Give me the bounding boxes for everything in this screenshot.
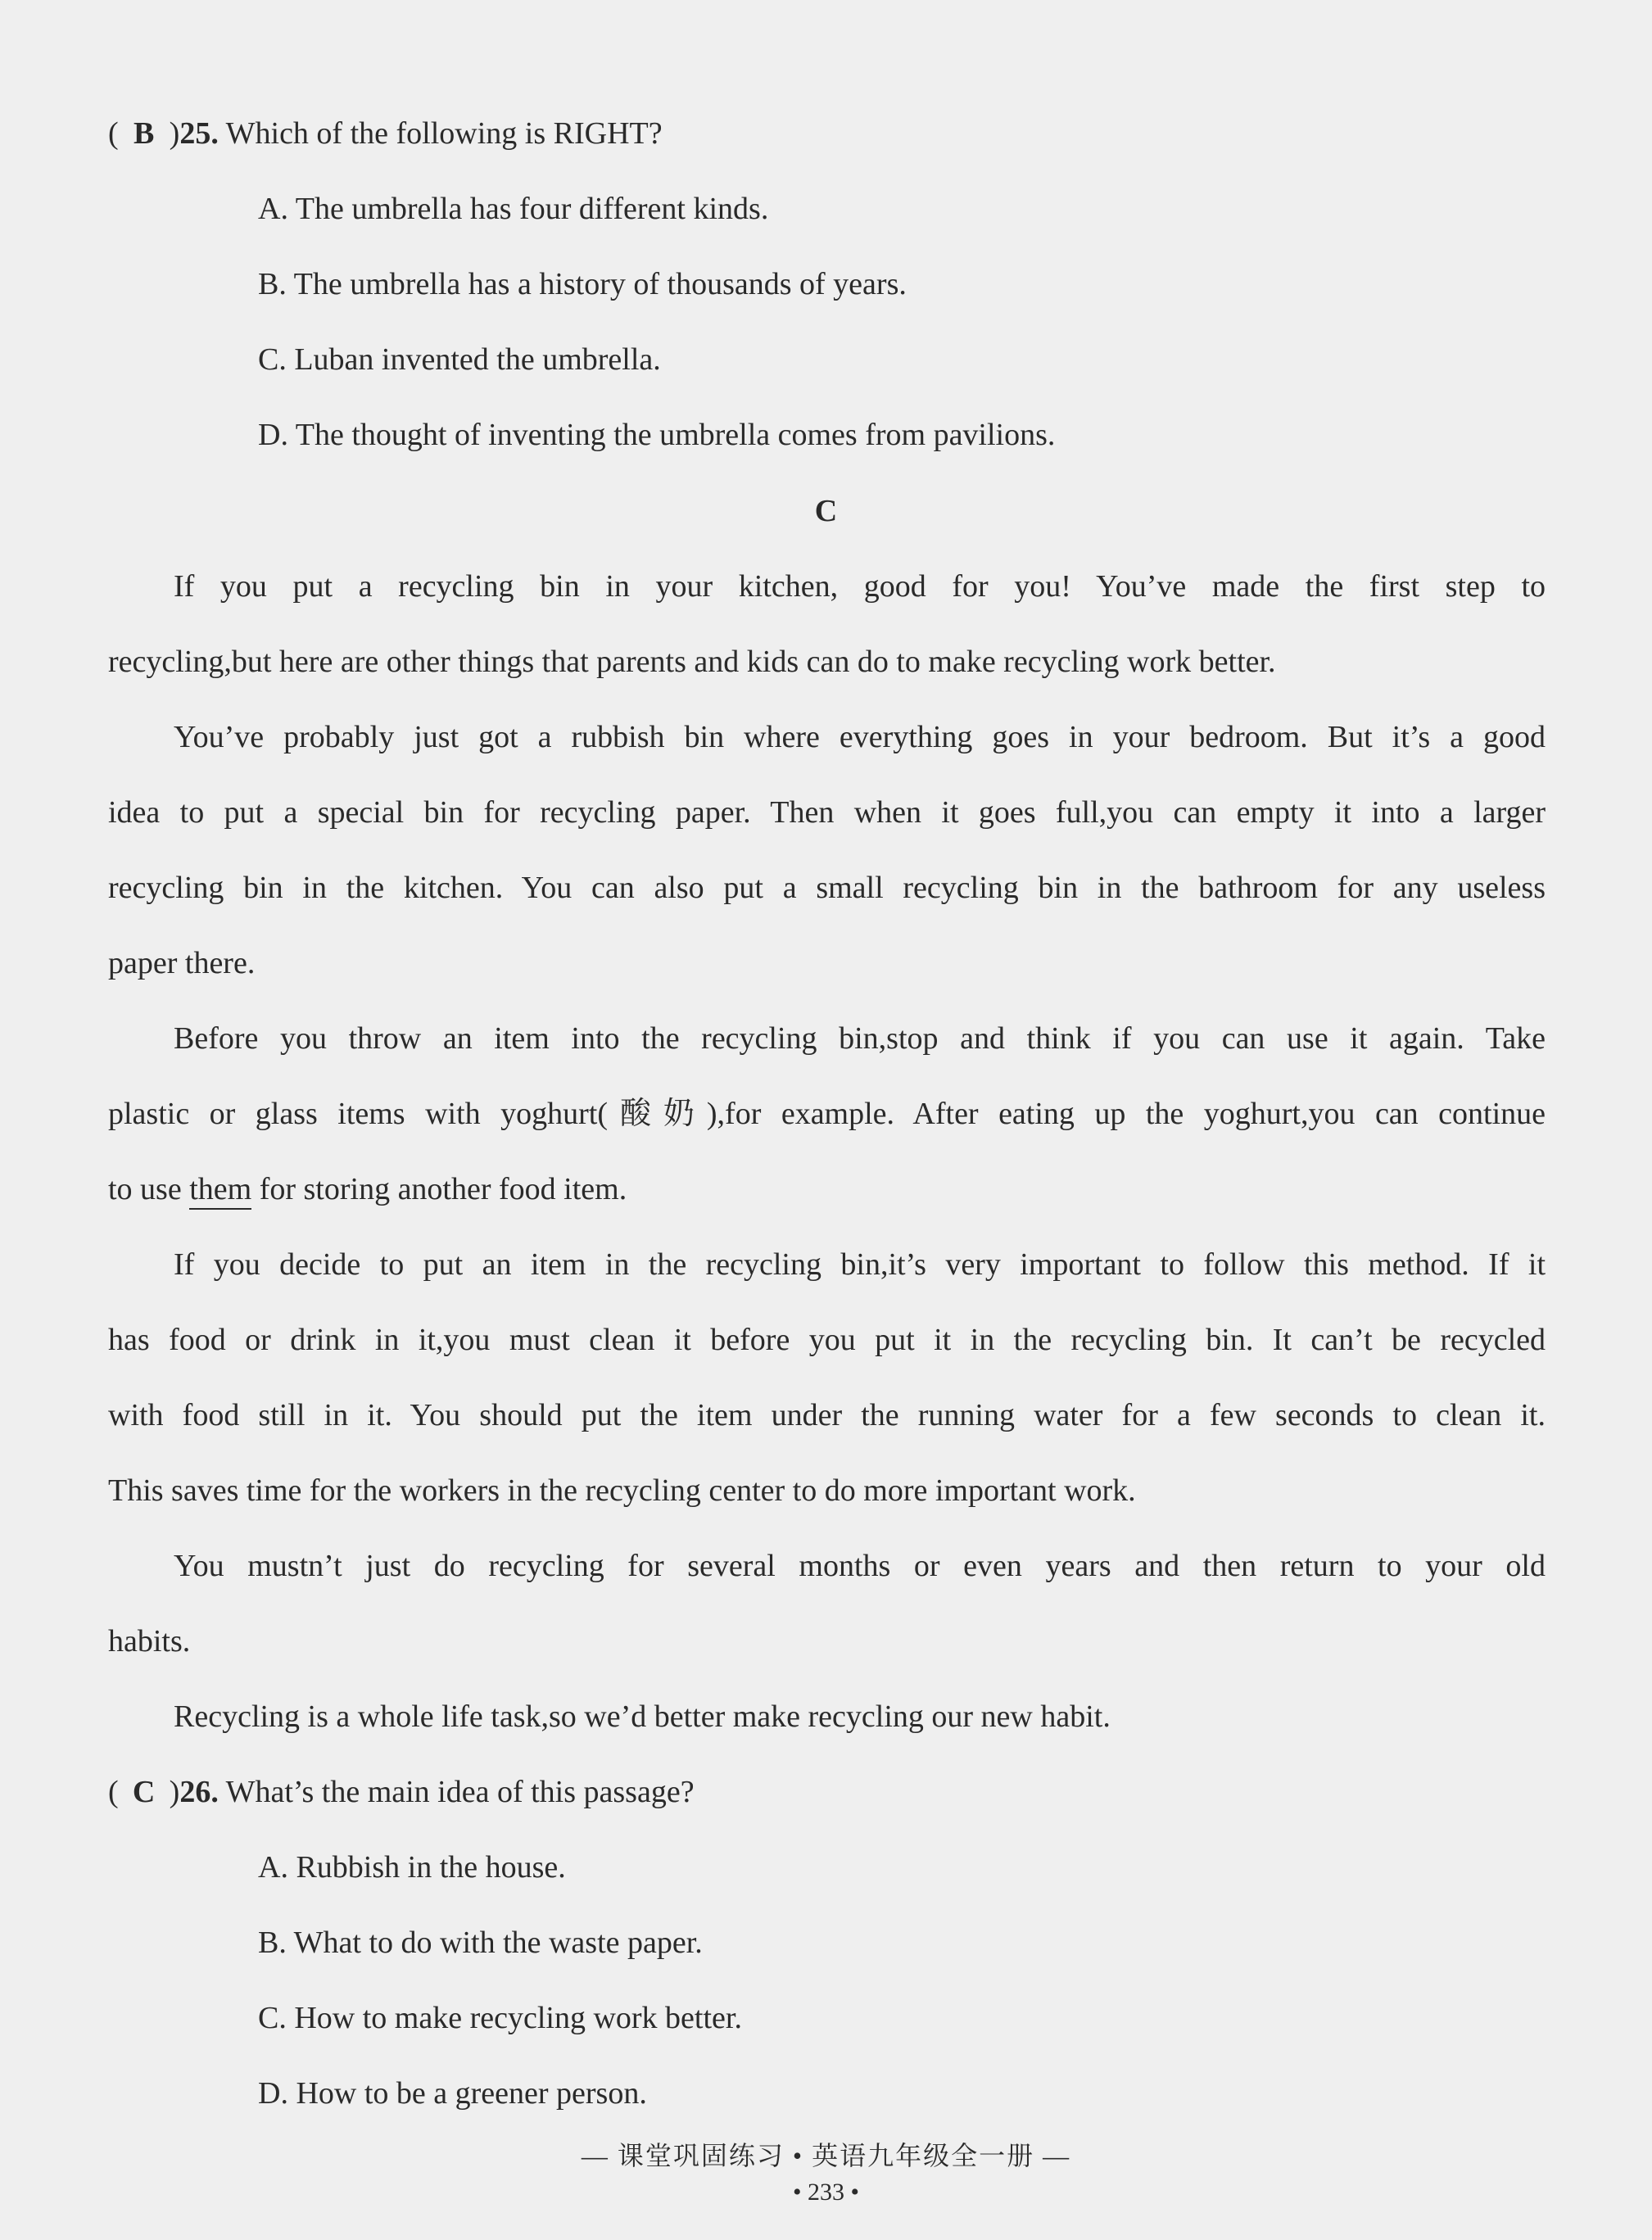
option-25-b: B. The umbrella has a history of thousands of years. — [258, 267, 907, 301]
section-title: C — [814, 494, 838, 528]
paragraph-5-line-2: habits. — [108, 1624, 191, 1659]
question-text-25: Which of the following is RIGHT? — [225, 116, 663, 151]
paragraph-4-line-3: with food still in it. You should put the item under the running water for a few seconds to clean it. — [108, 1398, 1546, 1432]
option-25-a: A. The umbrella has four different kinds. — [258, 192, 769, 226]
paragraph-2-line-4: paper there. — [108, 946, 256, 980]
paragraph-1-line-2: recycling,but here are other things that parents and kids can do to make recycling work better. — [108, 645, 1276, 679]
paragraph-2-line-3: recycling bin in the kitchen. You can also put a small recycling bin in the bathroom for any useless — [108, 871, 1546, 905]
question-number-26: 26. — [179, 1775, 219, 1809]
option-26-d: D. How to be a greener person. — [258, 2076, 647, 2111]
question-text-26: What’s the main idea of this passage? — [225, 1775, 695, 1809]
open-paren: ( — [108, 116, 119, 151]
option-25-d: D. The thought of inventing the umbrella comes from pavilions. — [258, 418, 1056, 452]
option-26-b: B. What to do with the waste paper. — [258, 1925, 703, 1960]
paragraph-6-line-1: Recycling is a whole life task,so we’d better make recycling our new habit. — [174, 1699, 1111, 1734]
footer-title: — 课堂巩固练习 • 英语九年级全一册 — — [581, 2141, 1071, 2170]
open-paren: ( — [108, 1775, 119, 1809]
paragraph-5-line-1: You mustn’t just do recycling for several months or even years and then return to your old — [174, 1549, 1546, 1583]
paragraph-4-line-1: If you decide to put an item in the recycling bin,it’s very important to follow this method. If it — [174, 1247, 1546, 1282]
close-paren: ) — [169, 1775, 180, 1809]
option-26-c: C. How to make recycling work better. — [258, 2001, 742, 2035]
question-26 — [108, 1773, 695, 1811]
page-number: • 233 • — [792, 2179, 859, 2206]
underlined-word: them — [189, 1172, 251, 1210]
answer-25: B — [133, 116, 155, 151]
paragraph-3-text-after: for storing another food item. — [251, 1172, 627, 1206]
answer-26: C — [132, 1775, 156, 1809]
question-25 — [108, 115, 663, 152]
close-paren: ) — [169, 116, 180, 151]
option-26-a: A. Rubbish in the house. — [258, 1850, 566, 1885]
paragraph-3-text-before: to use — [108, 1172, 190, 1206]
paragraph-4-line-2: has food or drink in it,you must clean it before you put it in the recycling bin. It can’t be recycled — [108, 1323, 1546, 1357]
paragraph-1-line-1: If you put a recycling bin in your kitchen, good for you! You’ve made the first step to — [174, 569, 1546, 604]
question-number-25: 25. — [179, 116, 219, 151]
paragraph-3-line-3 — [108, 1170, 1546, 1208]
paragraph-2-line-1: You’ve probably just got a rubbish bin where everything goes in your bedroom. But it’s a good — [174, 720, 1546, 754]
paragraph-4-line-4: This saves time for the workers in the recycling center to do more important work. — [108, 1473, 1136, 1508]
paragraph-3-line-1: Before you throw an item into the recycling bin,stop and think if you can use it again. Take — [174, 1021, 1546, 1056]
paragraph-3-line-2: plastic or glass items with yoghurt(酸奶),for example. After eating up the yoghurt,you can continue — [108, 1097, 1546, 1131]
paragraph-2-line-2: idea to put a special bin for recycling paper. Then when it goes full,you can empty it into a larger — [108, 795, 1546, 830]
option-25-c: C. Luban invented the umbrella. — [258, 342, 661, 377]
